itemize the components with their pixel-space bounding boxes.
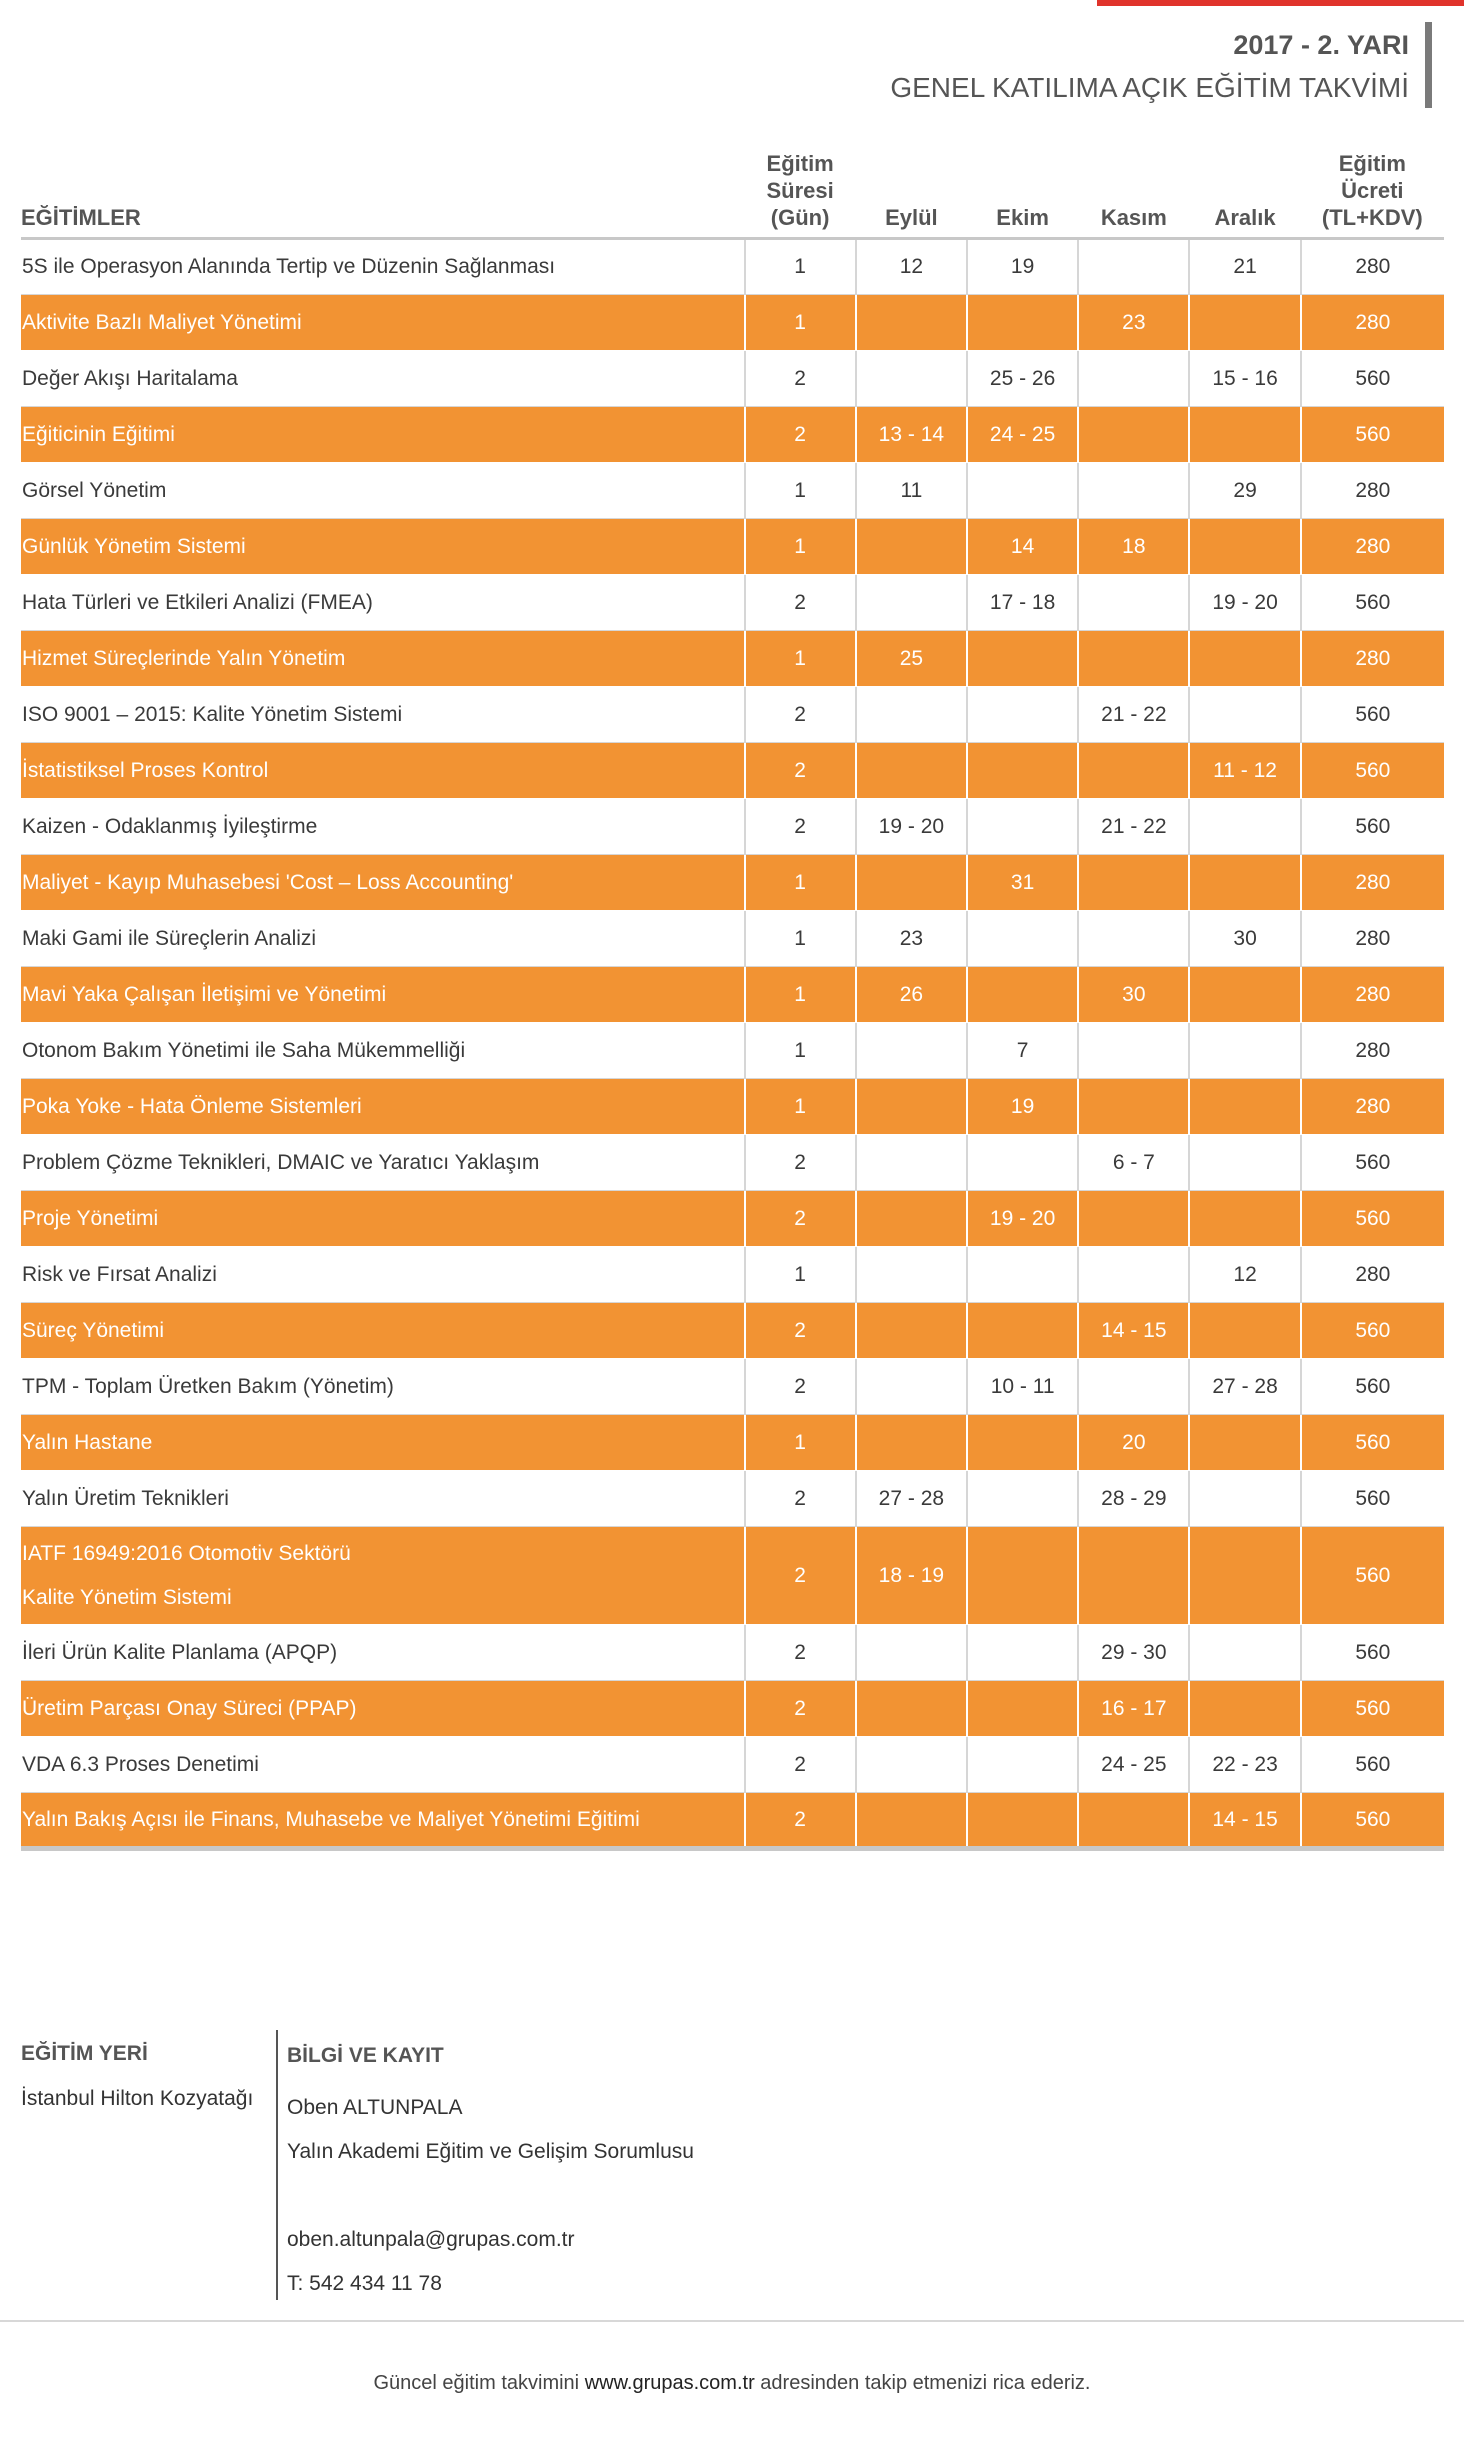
table-row [21, 855, 1444, 911]
aralik-cell: 15 - 16 [1189, 351, 1300, 407]
fee-cell: 560 [1301, 575, 1444, 631]
duration-cell: 2 [745, 1681, 856, 1737]
aralik-cell [1189, 1023, 1300, 1079]
fee-cell: 560 [1301, 1625, 1444, 1681]
aralik-cell: 22 - 23 [1189, 1737, 1300, 1793]
eylul-cell [856, 1135, 967, 1191]
kasim-cell: 28 - 29 [1078, 1471, 1189, 1527]
training-name-cell: Yalın Üretim Teknikleri [21, 1471, 745, 1527]
table-row [21, 575, 1444, 631]
aralik-cell: 12 [1189, 1247, 1300, 1303]
ekim-cell [967, 799, 1078, 855]
ekim-cell [967, 1303, 1078, 1359]
fee-cell: 560 [1301, 1527, 1444, 1625]
duration-cell: 2 [745, 407, 856, 463]
aralik-cell [1189, 687, 1300, 743]
eylul-cell [856, 1079, 967, 1135]
duration-cell: 1 [745, 519, 856, 575]
aralik-cell [1189, 1303, 1300, 1359]
kasim-cell [1078, 351, 1189, 407]
ekim-cell [967, 1681, 1078, 1737]
ekim-cell [967, 687, 1078, 743]
table-row [21, 351, 1444, 407]
column-header-fee: Eğitim Ücreti (TL+KDV) [1301, 150, 1444, 239]
column-header-eylul: Eylül [856, 150, 967, 239]
duration-cell: 2 [745, 799, 856, 855]
table-row [21, 1247, 1444, 1303]
training-name-cell: Maliyet - Kayıp Muhasebesi 'Cost – Loss Accounting' [21, 855, 745, 911]
ekim-cell: 10 - 11 [967, 1359, 1078, 1415]
contact-name: Oben ALTUNPALA [287, 2096, 463, 2119]
kasim-cell [1078, 855, 1189, 911]
duration-cell: 1 [745, 967, 856, 1023]
training-name-cell: Aktivite Bazlı Maliyet Yönetimi [21, 295, 745, 351]
duration-cell: 2 [745, 575, 856, 631]
fee-cell: 280 [1301, 967, 1444, 1023]
kasim-cell: 18 [1078, 519, 1189, 575]
training-name-cell: 5S ile Operasyon Alanında Tertip ve Düzenin Sağlanması [21, 239, 745, 295]
eylul-cell: 13 - 14 [856, 407, 967, 463]
aralik-cell [1189, 407, 1300, 463]
fee-cell: 280 [1301, 911, 1444, 967]
duration-cell: 2 [745, 1737, 856, 1793]
training-name-cell: Eğiticinin Eğitimi [21, 407, 745, 463]
aralik-cell: 14 - 15 [1189, 1793, 1300, 1849]
kasim-cell: 24 - 25 [1078, 1737, 1189, 1793]
ekim-cell [967, 1737, 1078, 1793]
eylul-cell [856, 575, 967, 631]
duration-cell: 2 [745, 1793, 856, 1849]
eylul-cell [856, 351, 967, 407]
eylul-cell [856, 519, 967, 575]
training-name-cell: TPM - Toplam Üretken Bakım (Yönetim) [21, 1359, 745, 1415]
duration-cell: 1 [745, 911, 856, 967]
contact-phone: T: 542 434 11 78 [287, 2272, 442, 2295]
aralik-cell [1189, 519, 1300, 575]
ekim-cell: 24 - 25 [967, 407, 1078, 463]
aralik-cell: 30 [1189, 911, 1300, 967]
aralik-cell [1189, 295, 1300, 351]
kasim-cell [1078, 1247, 1189, 1303]
aralik-cell: 19 - 20 [1189, 575, 1300, 631]
duration-cell: 2 [745, 351, 856, 407]
fee-cell: 560 [1301, 1303, 1444, 1359]
duration-cell: 2 [745, 1625, 856, 1681]
training-name-cell: İstatistiksel Proses Kontrol [21, 743, 745, 799]
aralik-cell: 29 [1189, 463, 1300, 519]
fee-cell: 560 [1301, 1415, 1444, 1471]
training-name-cell: Değer Akışı Haritalama [21, 351, 745, 407]
ekim-cell [967, 1793, 1078, 1849]
fee-cell: 280 [1301, 631, 1444, 687]
duration-cell: 1 [745, 239, 856, 295]
ekim-cell [967, 743, 1078, 799]
ekim-cell [967, 1135, 1078, 1191]
aralik-cell [1189, 1415, 1300, 1471]
kasim-cell [1078, 1793, 1189, 1849]
ekim-cell [967, 295, 1078, 351]
contact-email[interactable]: oben.altunpala@grupas.com.tr [287, 2228, 575, 2251]
eylul-cell [856, 1247, 967, 1303]
fee-cell: 560 [1301, 1793, 1444, 1849]
table-row [21, 1079, 1444, 1135]
table-row [21, 967, 1444, 1023]
duration-cell: 1 [745, 1247, 856, 1303]
fee-cell: 280 [1301, 1079, 1444, 1135]
table-row [21, 1625, 1444, 1681]
ekim-cell: 14 [967, 519, 1078, 575]
fee-cell: 280 [1301, 463, 1444, 519]
ekim-cell: 19 [967, 1079, 1078, 1135]
aralik-cell [1189, 1681, 1300, 1737]
fee-cell: 560 [1301, 1737, 1444, 1793]
training-name-cell: Poka Yoke - Hata Önleme Sistemleri [21, 1079, 745, 1135]
eylul-cell [856, 855, 967, 911]
fee-cell: 560 [1301, 1681, 1444, 1737]
fee-cell: 280 [1301, 519, 1444, 575]
training-name-cell: Yalın Hastane [21, 1415, 745, 1471]
duration-cell: 1 [745, 1415, 856, 1471]
duration-cell: 2 [745, 743, 856, 799]
duration-cell: 1 [745, 295, 856, 351]
fee-cell: 560 [1301, 687, 1444, 743]
contact-block [287, 2042, 694, 2306]
kasim-cell: 6 - 7 [1078, 1135, 1189, 1191]
location-value: İstanbul Hilton Kozyatağı [21, 2087, 254, 2110]
training-name-cell: Kaizen - Odaklanmış İyileştirme [21, 799, 745, 855]
page-title: GENEL KATILIMA AÇIK EĞİTİM TAKVİMİ [890, 72, 1409, 103]
ekim-cell: 31 [967, 855, 1078, 911]
kasim-cell: 20 [1078, 1415, 1189, 1471]
kasim-cell: 16 - 17 [1078, 1681, 1189, 1737]
table-row [21, 239, 1444, 295]
aralik-cell: 27 - 28 [1189, 1359, 1300, 1415]
footer-website-link[interactable]: www.grupas.com.tr [584, 2372, 755, 2394]
kasim-cell: 21 - 22 [1078, 687, 1189, 743]
table-row [21, 463, 1444, 519]
duration-cell: 1 [745, 855, 856, 911]
eylul-cell [856, 1625, 967, 1681]
eylul-cell [856, 687, 967, 743]
training-name-cell: VDA 6.3 Proses Denetimi [21, 1737, 745, 1793]
eylul-cell [856, 1359, 967, 1415]
eylul-cell [856, 295, 967, 351]
ekim-cell: 25 - 26 [967, 351, 1078, 407]
duration-cell: 1 [745, 631, 856, 687]
kasim-cell [1078, 1079, 1189, 1135]
column-header-aralik: Aralık [1189, 150, 1300, 239]
aralik-cell [1189, 1527, 1300, 1625]
duration-cell: 2 [745, 1359, 856, 1415]
duration-cell: 2 [745, 1471, 856, 1527]
duration-cell: 2 [745, 687, 856, 743]
title-side-bar [1425, 22, 1432, 108]
kasim-cell [1078, 743, 1189, 799]
table-row [21, 407, 1444, 463]
eylul-cell: 25 [856, 631, 967, 687]
ekim-cell [967, 1625, 1078, 1681]
ekim-cell [967, 1471, 1078, 1527]
fee-cell: 560 [1301, 1471, 1444, 1527]
fee-cell: 560 [1301, 407, 1444, 463]
column-header-trainings: EĞİTİMLER [21, 150, 745, 239]
period-title: 2017 - 2. YARI [1233, 30, 1409, 60]
footer-note: Güncel eğitim takvimini www.grupas.com.tr adresinden takip etmenizi rica ederiz. [373, 2372, 1091, 2394]
table-row [21, 1023, 1444, 1079]
table-row [21, 1135, 1444, 1191]
fee-cell: 280 [1301, 239, 1444, 295]
eylul-cell [856, 743, 967, 799]
ekim-cell [967, 1415, 1078, 1471]
eylul-cell [856, 1023, 967, 1079]
ekim-cell [967, 463, 1078, 519]
training-name-cell: Proje Yönetimi [21, 1191, 745, 1247]
eylul-cell [856, 1793, 967, 1849]
fee-cell: 560 [1301, 799, 1444, 855]
ekim-cell: 19 - 20 [967, 1191, 1078, 1247]
duration-cell: 1 [745, 1079, 856, 1135]
aralik-cell: 11 - 12 [1189, 743, 1300, 799]
ekim-cell [967, 1527, 1078, 1625]
aralik-cell [1189, 855, 1300, 911]
table-row [21, 799, 1444, 855]
aralik-cell: 21 [1189, 239, 1300, 295]
table-row [21, 1191, 1444, 1247]
training-name-cell: IATF 16949:2016 Otomotiv Sektörü Kalite Yönetim Sistemi [21, 1527, 745, 1625]
training-name-cell: Mavi Yaka Çalışan İletişimi ve Yönetimi [21, 967, 745, 1023]
eylul-cell: 19 - 20 [856, 799, 967, 855]
kasim-cell: 29 - 30 [1078, 1625, 1189, 1681]
fee-cell: 280 [1301, 855, 1444, 911]
training-name-cell: Risk ve Fırsat Analizi [21, 1247, 745, 1303]
fee-cell: 560 [1301, 351, 1444, 407]
table-row [21, 1415, 1444, 1471]
eylul-cell [856, 1681, 967, 1737]
duration-cell: 2 [745, 1135, 856, 1191]
vertical-divider [276, 2030, 278, 2300]
kasim-cell: 14 - 15 [1078, 1303, 1189, 1359]
table-row [21, 1303, 1444, 1359]
ekim-cell: 7 [967, 1023, 1078, 1079]
duration-cell: 2 [745, 1191, 856, 1247]
eylul-cell: 12 [856, 239, 967, 295]
ekim-cell [967, 631, 1078, 687]
eylul-cell: 23 [856, 911, 967, 967]
ekim-cell [967, 911, 1078, 967]
table-row [21, 743, 1444, 799]
fee-cell: 560 [1301, 1135, 1444, 1191]
training-name-cell: Yalın Bakış Açısı ile Finans, Muhasebe ve Maliyet Yönetimi Eğitimi [21, 1793, 745, 1849]
kasim-cell [1078, 1023, 1189, 1079]
ekim-cell [967, 967, 1078, 1023]
kasim-cell [1078, 407, 1189, 463]
fee-cell: 560 [1301, 1191, 1444, 1247]
table-row [21, 1681, 1444, 1737]
ekim-cell [967, 1247, 1078, 1303]
kasim-cell [1078, 1527, 1189, 1625]
aralik-cell [1189, 1135, 1300, 1191]
training-name-cell: Hata Türleri ve Etkileri Analizi (FMEA) [21, 575, 745, 631]
kasim-cell [1078, 1191, 1189, 1247]
training-name-cell: Hizmet Süreçlerinde Yalın Yönetim [21, 631, 745, 687]
eylul-cell [856, 1415, 967, 1471]
training-name-cell: ISO 9001 – 2015: Kalite Yönetim Sistemi [21, 687, 745, 743]
duration-cell: 2 [745, 1527, 856, 1625]
footer-divider [0, 2320, 1464, 2322]
fee-cell: 560 [1301, 743, 1444, 799]
table-row [21, 911, 1444, 967]
column-header-duration: Eğitim Süresi (Gün) [745, 150, 856, 239]
ekim-cell: 19 [967, 239, 1078, 295]
ekim-cell: 17 - 18 [967, 575, 1078, 631]
kasim-cell [1078, 239, 1189, 295]
training-name-cell: Günlük Yönetim Sistemi [21, 519, 745, 575]
aralik-cell [1189, 631, 1300, 687]
kasim-cell: 23 [1078, 295, 1189, 351]
contact-role: Yalın Akademi Eğitim ve Gelişim Sorumlusu [287, 2140, 694, 2163]
training-name-cell: Otonom Bakım Yönetimi ile Saha Mükemmelliği [21, 1023, 745, 1079]
eylul-cell [856, 1191, 967, 1247]
table-row [21, 1527, 1444, 1625]
eylul-cell: 18 - 19 [856, 1527, 967, 1625]
training-name-cell: Problem Çözme Teknikleri, DMAIC ve Yaratıcı Yaklaşım [21, 1135, 745, 1191]
aralik-cell [1189, 1079, 1300, 1135]
duration-cell: 1 [745, 1023, 856, 1079]
column-header-kasim: Kasım [1078, 150, 1189, 239]
table-row [21, 631, 1444, 687]
aralik-cell [1189, 967, 1300, 1023]
fee-cell: 560 [1301, 1359, 1444, 1415]
fee-cell: 280 [1301, 1247, 1444, 1303]
aralik-cell [1189, 1625, 1300, 1681]
table-row [21, 687, 1444, 743]
contact-label: BİLGİ VE KAYIT [287, 2044, 444, 2067]
location-label: EĞİTİM YERİ [21, 2042, 148, 2065]
aralik-cell [1189, 1471, 1300, 1527]
table-row [21, 295, 1444, 351]
column-header-ekim: Ekim [967, 150, 1078, 239]
aralik-cell [1189, 799, 1300, 855]
kasim-cell [1078, 1359, 1189, 1415]
training-name-cell: İleri Ürün Kalite Planlama (APQP) [21, 1625, 745, 1681]
duration-cell: 1 [745, 463, 856, 519]
eylul-cell [856, 1737, 967, 1793]
kasim-cell [1078, 911, 1189, 967]
kasim-cell: 30 [1078, 967, 1189, 1023]
top-accent-line [1097, 0, 1464, 6]
kasim-cell: 21 - 22 [1078, 799, 1189, 855]
aralik-cell [1189, 1191, 1300, 1247]
training-name-cell: Üretim Parçası Onay Süreci (PPAP) [21, 1681, 745, 1737]
table-row [21, 1359, 1444, 1415]
kasim-cell [1078, 575, 1189, 631]
table-row [21, 1737, 1444, 1793]
training-name-cell: Süreç Yönetimi [21, 1303, 745, 1359]
table-header-row [21, 150, 1444, 239]
eylul-cell: 11 [856, 463, 967, 519]
eylul-cell: 27 - 28 [856, 1471, 967, 1527]
training-schedule-table [21, 150, 1444, 1851]
table-row [21, 519, 1444, 575]
fee-cell: 280 [1301, 295, 1444, 351]
table-row [21, 1793, 1444, 1849]
eylul-cell [856, 1303, 967, 1359]
table-row [21, 1471, 1444, 1527]
duration-cell: 2 [745, 1303, 856, 1359]
kasim-cell [1078, 631, 1189, 687]
kasim-cell [1078, 463, 1189, 519]
eylul-cell: 26 [856, 967, 967, 1023]
training-name-cell: Maki Gami ile Süreçlerin Analizi [21, 911, 745, 967]
training-name-cell: Görsel Yönetim [21, 463, 745, 519]
fee-cell: 280 [1301, 1023, 1444, 1079]
